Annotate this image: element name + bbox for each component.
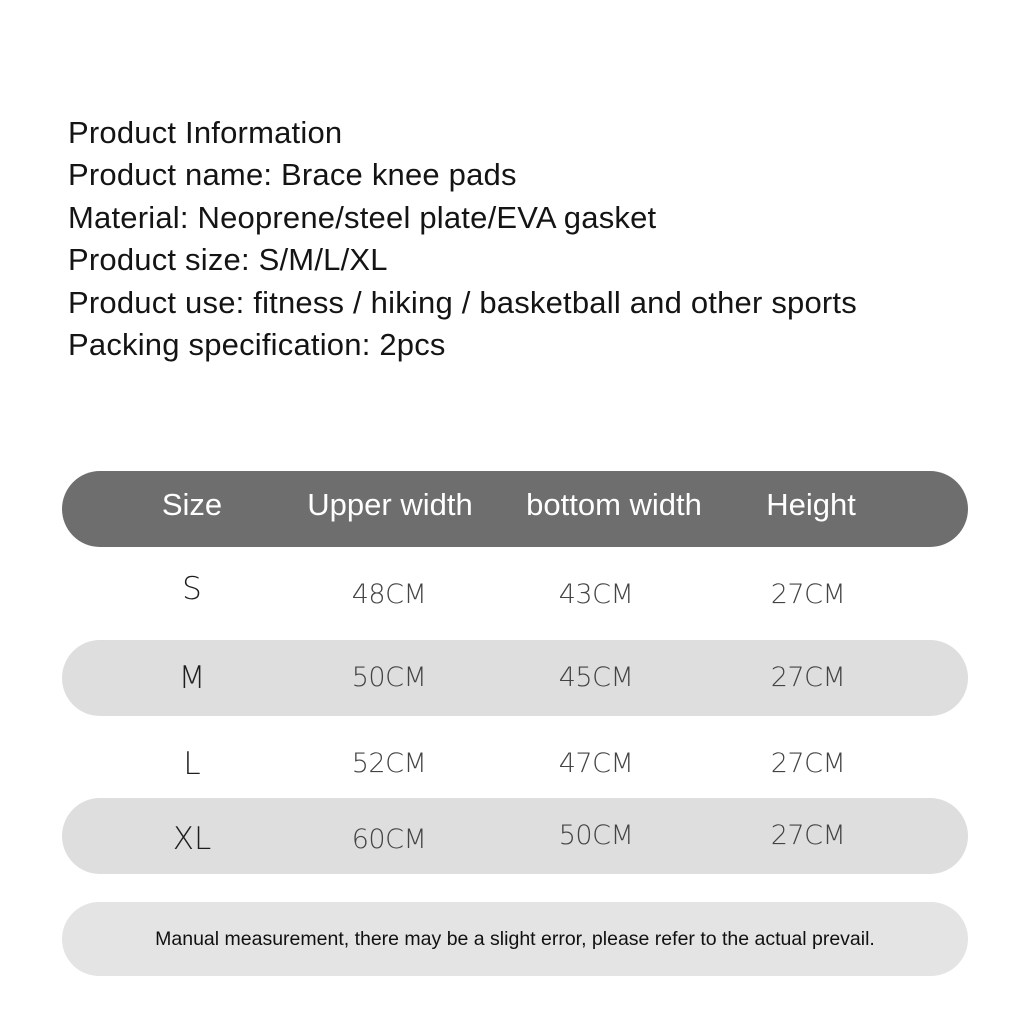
- header-bottom-width: bottom width: [526, 487, 702, 522]
- cell-upper-width: 48CM: [351, 579, 427, 610]
- product-information: [68, 112, 857, 366]
- cell-size: XL: [172, 821, 212, 857]
- header-upper-width: Upper width: [307, 487, 473, 522]
- info-packing: Packing specification: 2pcs: [68, 327, 446, 363]
- cell-bottom-width: 45CM: [558, 662, 634, 693]
- info-material: Material: Neoprene/steel plate/EVA gasket: [68, 199, 657, 235]
- cell-bottom-width: 50CM: [558, 820, 634, 851]
- cell-upper-width: 60CM: [351, 824, 427, 855]
- cell-height: 27CM: [770, 579, 846, 610]
- cell-size: S: [182, 571, 202, 607]
- cell-size: L: [183, 746, 201, 782]
- table-row-s: [62, 557, 968, 633]
- measurement-note: Manual measurement, there may be a slight error, please refer to the actual prevail.: [62, 902, 968, 976]
- info-product-size: Product size: S/M/L/XL: [68, 242, 388, 278]
- cell-height: 27CM: [770, 748, 846, 779]
- header-size: Size: [161, 487, 223, 522]
- table-row-xl: [62, 798, 968, 874]
- info-product-use: Product use: fitness / hiking / basketball and other sports: [68, 284, 857, 320]
- table-row-l: [62, 726, 968, 802]
- cell-height: 27CM: [770, 662, 846, 693]
- table-row-m: [62, 640, 968, 716]
- info-product-name: Product name: Brace knee pads: [68, 157, 517, 193]
- cell-size: M: [178, 660, 206, 696]
- cell-bottom-width: 43CM: [558, 579, 634, 610]
- header-height: Height: [766, 487, 856, 522]
- cell-upper-width: 50CM: [351, 662, 427, 693]
- info-heading: Product Information: [68, 115, 343, 150]
- cell-bottom-width: 47CM: [558, 748, 634, 779]
- table-header: [62, 471, 968, 547]
- cell-height: 27CM: [770, 820, 846, 851]
- cell-upper-width: 52CM: [351, 748, 427, 779]
